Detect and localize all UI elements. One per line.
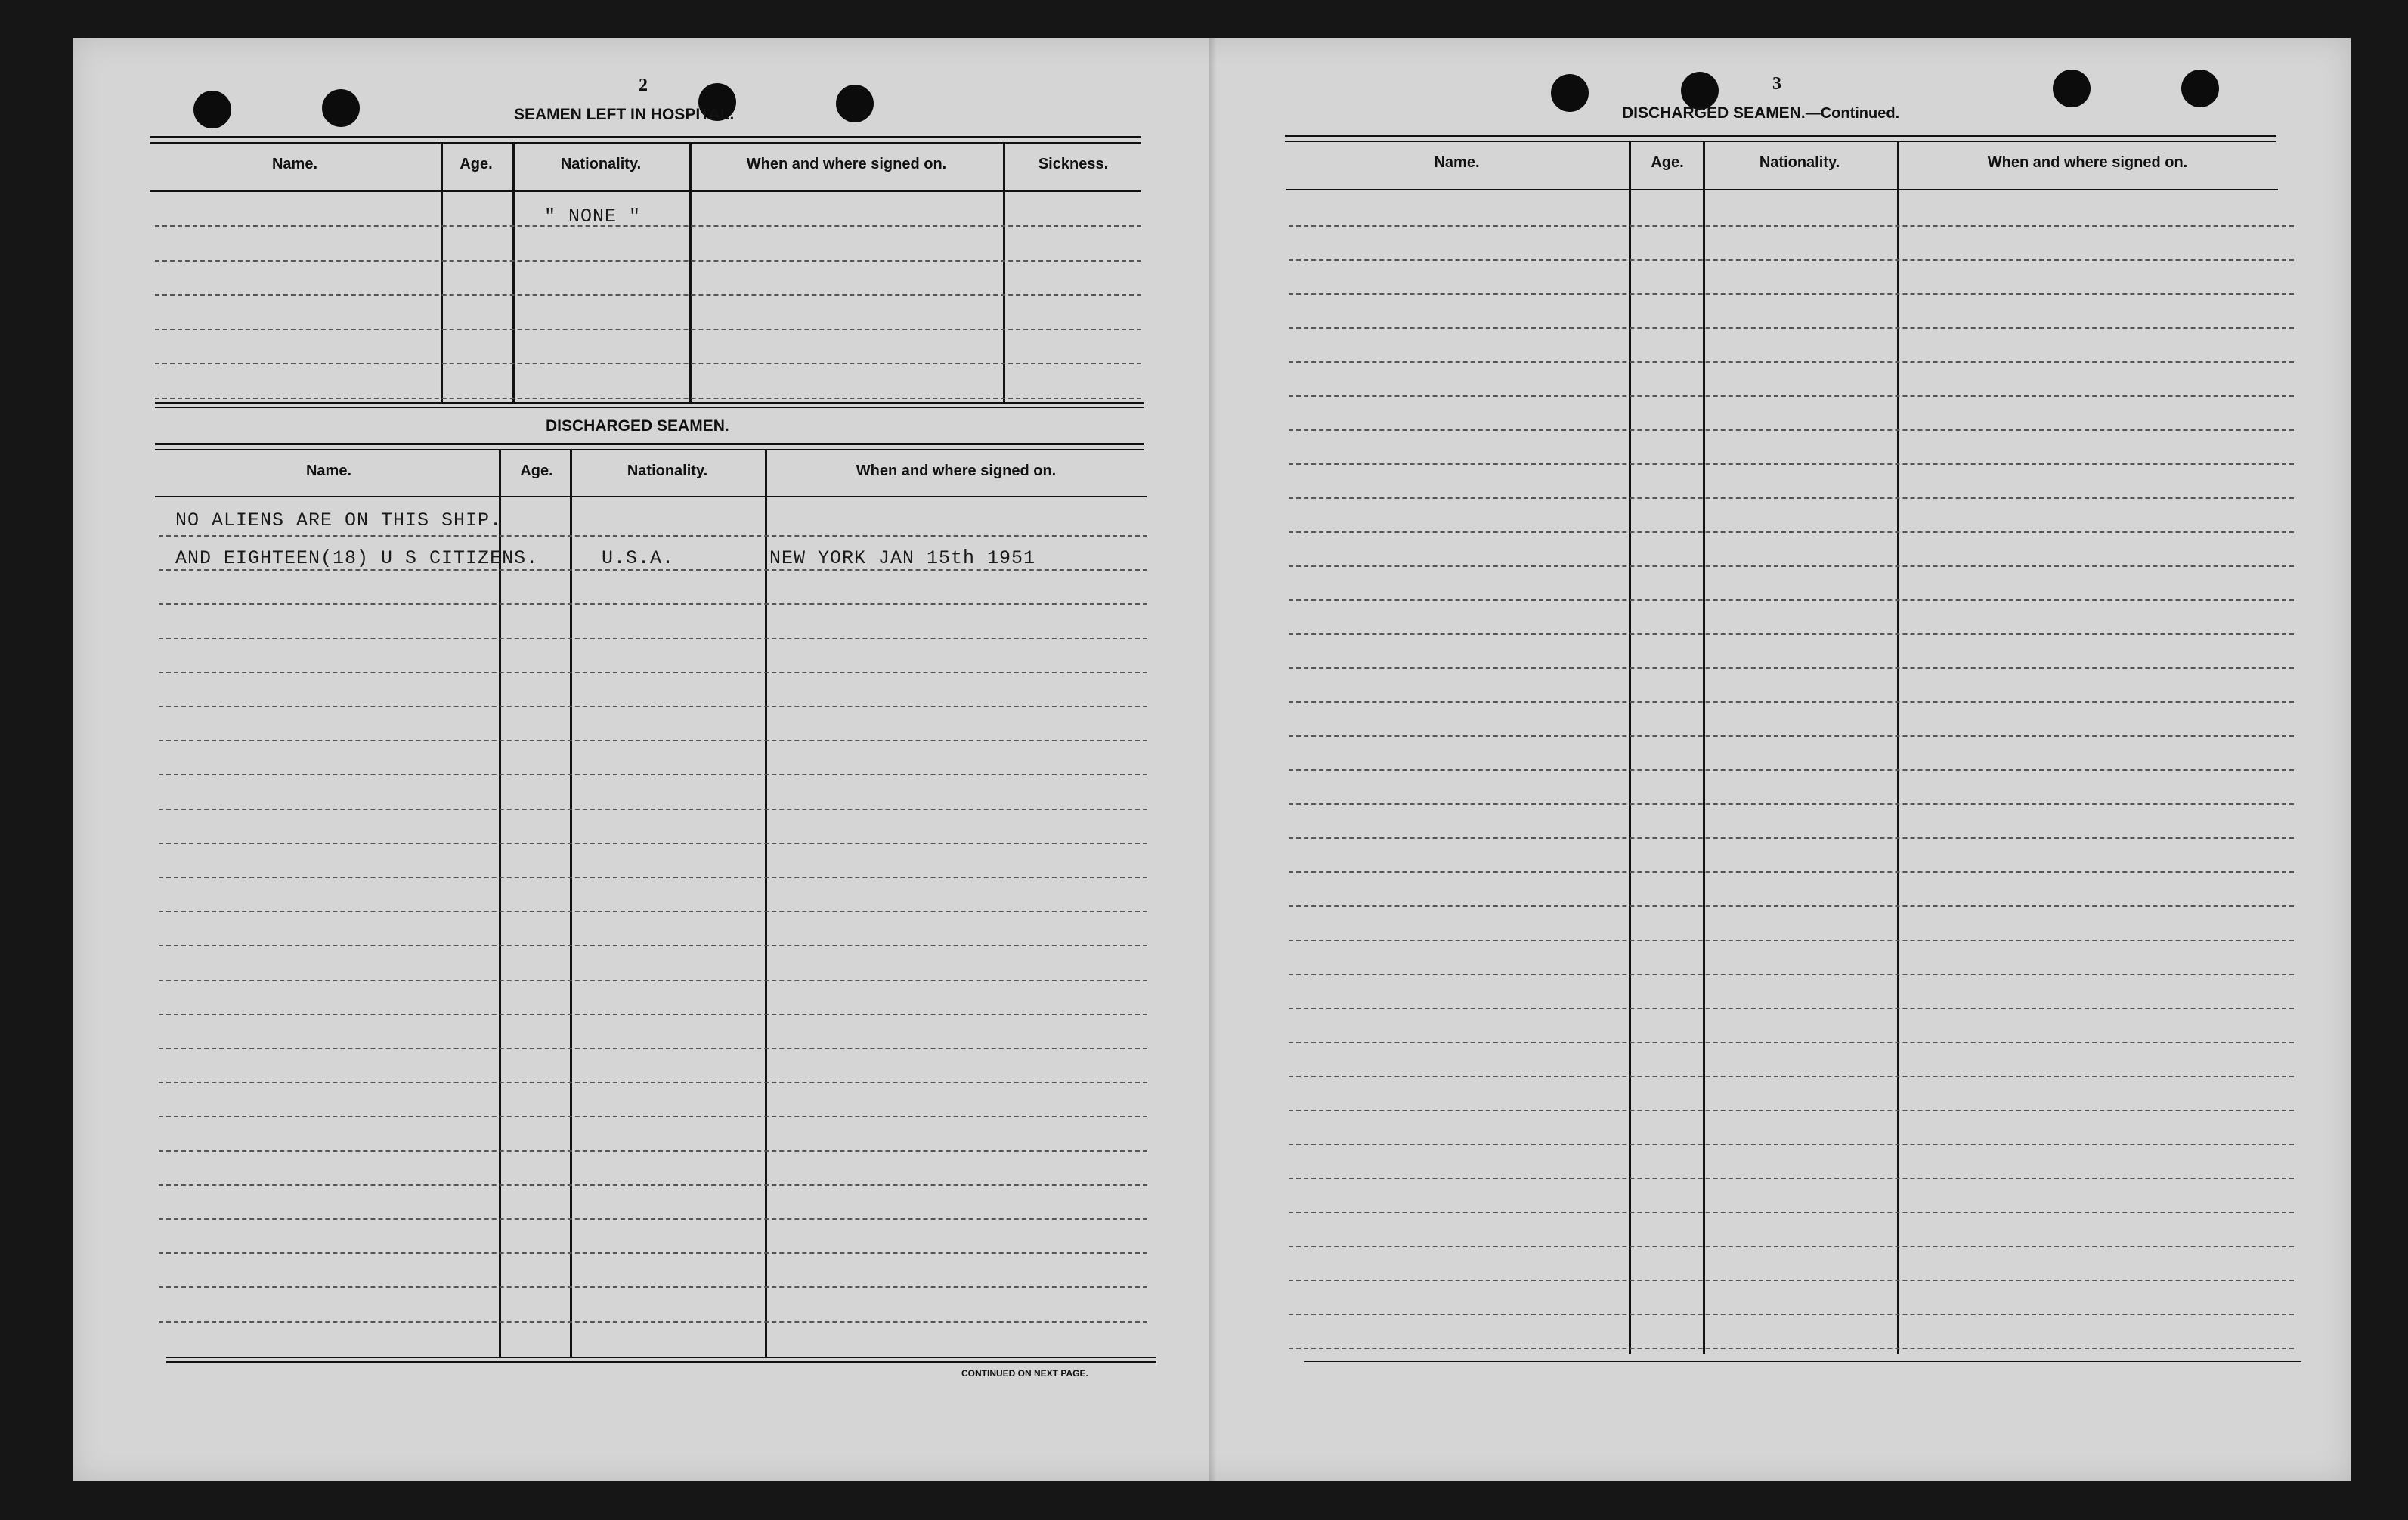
discharged-section-title: DISCHARGED SEAMEN. xyxy=(546,417,729,435)
hospital-section-title: SEAMEN LEFT IN HOSPITAL. xyxy=(514,106,735,123)
right-section-title xyxy=(1622,104,1899,122)
punch-hole xyxy=(1551,74,1589,112)
ruled-line xyxy=(159,774,1147,775)
discharged-col-divider xyxy=(765,450,767,1357)
ruled-line xyxy=(1289,463,2294,465)
discharged-bottom-rule-2 xyxy=(166,1361,1156,1363)
punch-hole xyxy=(2053,70,2091,107)
ruled-line xyxy=(1289,974,2294,975)
ruled-line xyxy=(1289,871,2294,873)
ruled-line xyxy=(1289,1314,2294,1315)
ruled-line xyxy=(155,294,1141,296)
ruled-line xyxy=(159,1286,1147,1288)
ruled-line xyxy=(159,1252,1147,1254)
right-header-rule xyxy=(1286,189,2278,190)
hospital-col-name: Name. xyxy=(271,156,318,172)
discharged-row-2-signed-on: NEW YORK JAN 15th 1951 xyxy=(769,547,1036,569)
discharged-col-name: Name. xyxy=(305,463,352,479)
discharged-col-nationality: Nationality. xyxy=(627,463,708,479)
ruled-line xyxy=(159,877,1147,878)
hospital-top-rule-2 xyxy=(150,142,1141,144)
ruled-line xyxy=(1289,1144,2294,1145)
ruled-line xyxy=(1289,599,2294,601)
ruled-line xyxy=(155,260,1141,262)
hospital-header-rule xyxy=(150,190,1141,192)
ruled-line xyxy=(1289,735,2294,737)
ruled-line xyxy=(159,1218,1147,1220)
discharged-col-divider xyxy=(570,450,572,1357)
ruled-line xyxy=(1289,1110,2294,1111)
ruled-line xyxy=(159,569,1147,571)
right-col-divider xyxy=(1897,142,1899,1354)
ruled-line xyxy=(159,843,1147,844)
ruled-line xyxy=(1289,225,2294,227)
ruled-line xyxy=(1289,905,2294,907)
ruled-line xyxy=(159,1014,1147,1015)
ruled-line xyxy=(159,1321,1147,1323)
hospital-col-divider xyxy=(1003,144,1005,404)
discharged-header-rule xyxy=(155,496,1147,497)
discharged-bottom-rule xyxy=(166,1357,1156,1358)
ruled-line xyxy=(159,980,1147,981)
ruled-line xyxy=(159,740,1147,741)
punch-hole xyxy=(836,85,874,122)
ruled-line xyxy=(1289,769,2294,771)
hospital-top-rule xyxy=(150,136,1141,138)
left-page-number: 2 xyxy=(639,76,648,95)
ruled-line xyxy=(1289,940,2294,941)
ruled-line xyxy=(1289,701,2294,703)
punch-hole xyxy=(193,91,231,128)
right-top-rule-2 xyxy=(1285,141,2276,142)
hospital-bottom-rule xyxy=(155,402,1144,404)
punch-hole xyxy=(322,89,360,127)
discharged-col-divider xyxy=(499,450,501,1357)
ruled-line xyxy=(155,329,1141,330)
hospital-col-divider xyxy=(689,144,692,404)
ruled-line xyxy=(1289,1042,2294,1043)
discharged-row-2-name: AND EIGHTEEN(18) U S CITIZENS. xyxy=(175,547,539,569)
ruled-line xyxy=(159,911,1147,912)
ruled-line xyxy=(1289,633,2294,635)
ruled-line xyxy=(1289,1178,2294,1179)
discharged-col-age: Age. xyxy=(520,463,553,479)
ruled-line xyxy=(159,672,1147,673)
ruled-line xyxy=(1289,395,2294,397)
ruled-line xyxy=(1289,1246,2294,1247)
right-col-name: Name. xyxy=(1434,154,1480,171)
discharged-top-rule xyxy=(155,443,1144,445)
punch-hole xyxy=(2181,70,2219,107)
right-bottom-rule xyxy=(1304,1361,2301,1362)
ruled-line xyxy=(159,1150,1147,1152)
ruled-line xyxy=(1289,1008,2294,1009)
ruled-line xyxy=(1289,803,2294,805)
ruled-line xyxy=(159,638,1147,639)
right-col-divider xyxy=(1629,142,1631,1354)
page-fold xyxy=(1209,38,1217,1481)
ruled-line xyxy=(159,945,1147,946)
right-section-title-text: DISCHARGED SEAMEN. xyxy=(1622,104,1806,122)
ruled-line xyxy=(159,1184,1147,1186)
ruled-line xyxy=(159,535,1147,537)
hospital-col-divider xyxy=(512,144,515,404)
ruled-line xyxy=(1289,497,2294,499)
ruled-line xyxy=(1289,259,2294,261)
hospital-col-sickness: Sickness. xyxy=(1038,156,1109,172)
ruled-line xyxy=(1289,429,2294,431)
ruled-line xyxy=(1289,1280,2294,1281)
ruled-line xyxy=(1289,327,2294,329)
ruled-line xyxy=(1289,1348,2294,1349)
ruled-line xyxy=(155,225,1141,227)
ruled-line xyxy=(159,1082,1147,1083)
continued-note: CONTINUED ON NEXT PAGE. xyxy=(961,1368,1088,1379)
ruled-line xyxy=(155,363,1141,364)
ruled-line xyxy=(1289,837,2294,839)
ruled-line xyxy=(1289,667,2294,669)
ruled-line xyxy=(1289,531,2294,533)
right-col-signed-on: When and where signed on. xyxy=(1987,154,2188,171)
ruled-line xyxy=(159,1116,1147,1117)
ruled-line xyxy=(159,809,1147,810)
right-top-rule xyxy=(1285,135,2276,137)
ruled-line xyxy=(1289,293,2294,295)
ruled-line xyxy=(1289,1212,2294,1213)
hospital-col-signed-on: When and where signed on. xyxy=(746,156,947,172)
ruled-line xyxy=(159,603,1147,605)
hospital-col-divider xyxy=(441,144,443,404)
discharged-col-signed-on: When and where signed on. xyxy=(856,463,1057,479)
ruled-line xyxy=(159,706,1147,707)
hospital-col-nationality: Nationality. xyxy=(560,156,642,172)
discharged-top-rule-2 xyxy=(155,449,1144,450)
ruled-line xyxy=(1289,1076,2294,1077)
right-col-divider xyxy=(1703,142,1705,1354)
discharged-row-1-name: NO ALIENS ARE ON THIS SHIP. xyxy=(175,509,503,531)
hospital-bottom-rule-2 xyxy=(155,407,1144,408)
right-page-number: 3 xyxy=(1772,74,1781,94)
ruled-line xyxy=(1289,361,2294,363)
ruled-line xyxy=(1289,565,2294,567)
ruled-line xyxy=(159,1048,1147,1049)
discharged-row-2-nationality: U.S.A. xyxy=(602,547,675,569)
right-col-age: Age. xyxy=(1651,154,1684,171)
right-section-title-suffix: —Continued. xyxy=(1805,105,1900,122)
hospital-none-entry: " NONE " xyxy=(544,206,642,228)
ruled-line xyxy=(155,398,1141,399)
right-col-nationality: Nationality. xyxy=(1759,154,1840,171)
hospital-col-age: Age. xyxy=(460,156,493,172)
